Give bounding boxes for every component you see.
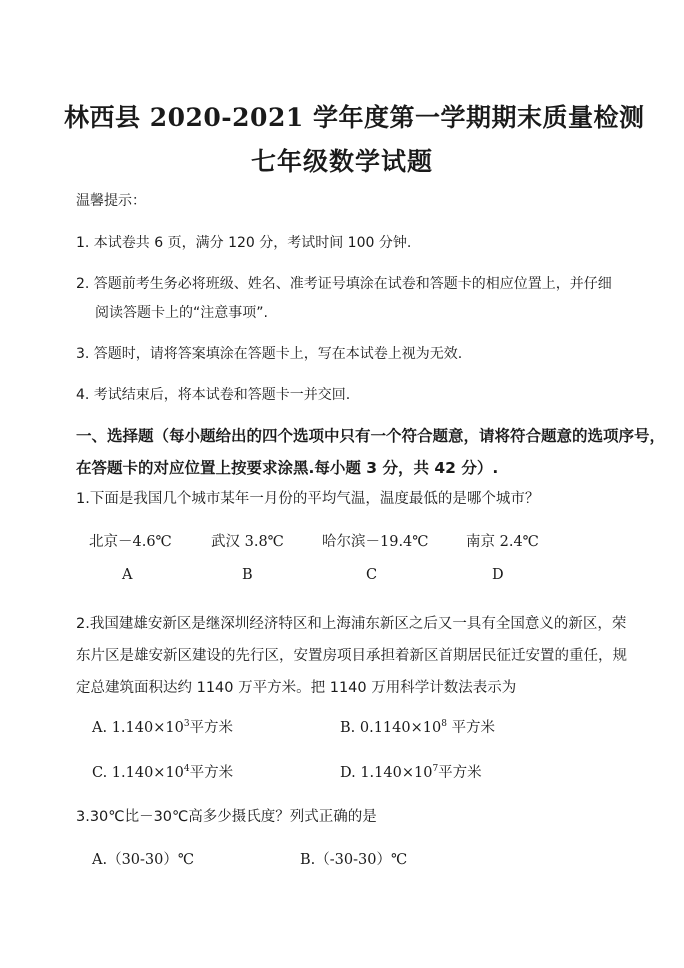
question-2-line2: 东片区是雄安新区建设的先行区，安置房项目承担着新区首期居民征迁安置的重任，规 [76, 648, 627, 664]
q1-city-a: 北京－4.6℃ [89, 534, 172, 550]
section-heading-line1: 一、选择题（每小题给出的四个选项中只有一个符合题意，请将符合题意的选项序号， [76, 427, 666, 445]
q2-option-c: C. $1.140\times 10^4$平方米 [92, 764, 234, 781]
notice-heading: 温馨提示： [76, 193, 146, 209]
q3-option-b: B.（-30-30）℃ [300, 852, 408, 868]
notice-item-4: 4. 考试结束后，将本试卷和答题卡一并交回. [76, 387, 351, 403]
question-1-stem: 1.下面是我国几个城市某年一月份的平均气温，温度最低的是哪个城市？ [76, 491, 540, 507]
section-heading-line2: 在答题卡的对应位置上按要求涂黑.每小题 3 分，共 42 分）. [76, 459, 499, 477]
notice-item-3: 3. 答题时，请将答案填涂在答题卡上，写在本试卷上视为无效. [76, 346, 463, 362]
q1-option-b: B [242, 567, 253, 583]
notice-item-2-cont: 阅读答题卡上的“注意事项”. [95, 305, 268, 321]
q2-option-b: B. $0.1140\times 10^8$ 平方米 [340, 719, 496, 736]
q2-option-a: A. $1.140\times 10^3$平方米 [92, 719, 234, 736]
q2-option-d: D. $1.140\times 10^7$平方米 [340, 764, 482, 781]
notice-item-1: 1. 本试卷共 6 页，满分 120 分，考试时间 100 分钟. [76, 235, 412, 251]
notice-item-2: 2. 答题前考生务必将班级、姓名、准考证号填涂在试卷和答题卡的相应位置上，并仔细 [76, 276, 612, 292]
exam-title: 林西县 2020-2021 学年度第一学期期末质量检测 [64, 103, 645, 132]
q3-option-a: A.（30-30）℃ [92, 852, 195, 868]
question-3-stem: 3.30℃比－30℃高多少摄氏度？列式正确的是 [76, 809, 377, 825]
q1-option-d: D [492, 567, 504, 583]
q1-city-b: 武汉 3.8℃ [211, 534, 284, 550]
q1-option-a: A [122, 567, 133, 583]
exam-subtitle: 七年级数学试题 [250, 147, 433, 176]
question-2-line3: 定总建筑面积达约 1140 万平方米。把 1140 万用科学计数法表示为 [76, 680, 517, 696]
q1-option-c: C [366, 567, 378, 583]
q1-city-d: 南京 2.4℃ [466, 534, 539, 550]
question-2-line1: 2.我国建雄安新区是继深圳经济特区和上海浦东新区之后又一具有全国意义的新区，荣 [76, 616, 627, 632]
q1-city-c: 哈尔滨－19.4℃ [322, 534, 429, 550]
